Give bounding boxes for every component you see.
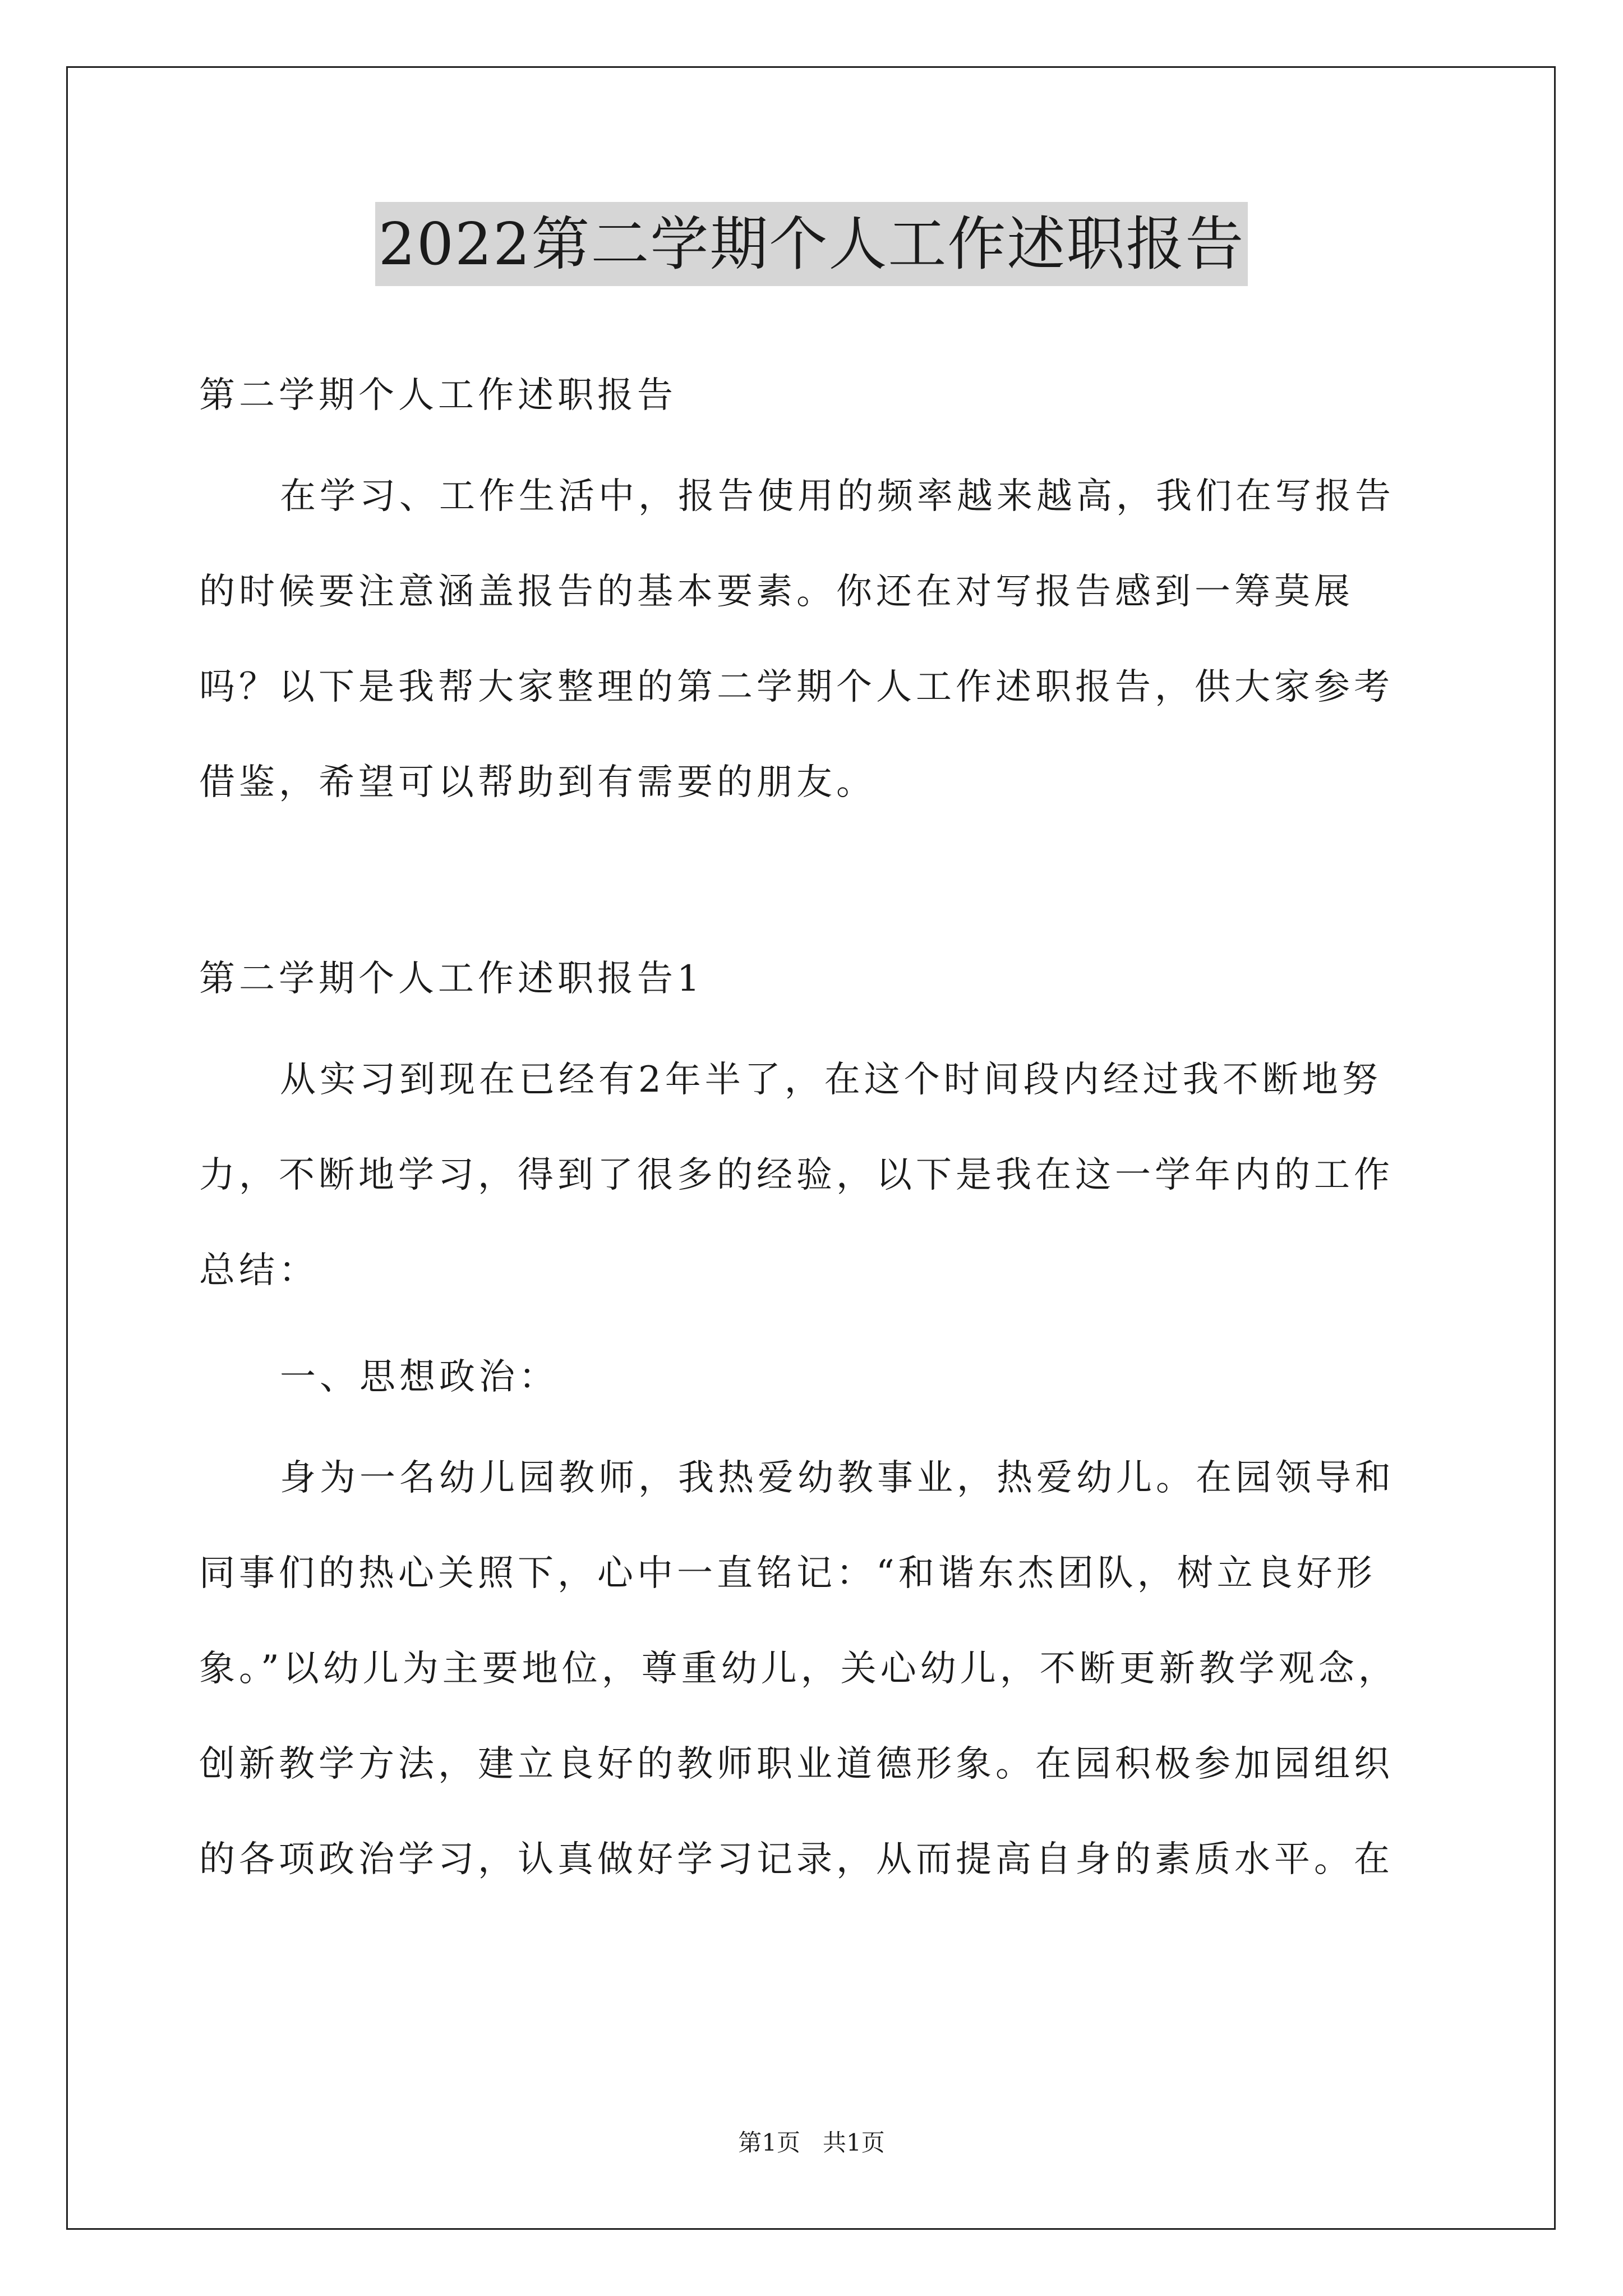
page-number-total: 共1页: [823, 2129, 885, 2156]
report-1-opening-paragraph: 从实习到现在已经有2年半了，在这个时间段内经过我不断地努力，不断地学习，得到了很多的经验，以下是我在这一学年内的工作总结：: [199, 1059, 1394, 1291]
intro-paragraph: 在学习、工作生活中，报告使用的频率越来越高，我们在写报告的时候要注意涵盖报告的基本要素。你还在对写报告感到一筹莫展吗？以下是我帮大家整理的第二学期个人工作述职报告，供大家参考借鉴，希望可以帮助到有需要的朋友。: [199, 476, 1395, 803]
page-footer: [0, 2126, 1623, 2160]
title-container: [0, 202, 1623, 286]
page-number-current: 第1页: [738, 2129, 800, 2156]
subsection-heading-ideology: 一、思想政治：: [280, 1356, 559, 1398]
ideology-paragraph: 身为一名幼儿园教师，我热爱幼教事业，热爱幼儿。在园领导和同事们的热心关照下，心中一直铭记：“和谐东杰团队，树立良好形象。”以幼儿为主要地位，尊重幼儿，关心幼儿，不断更新教学观念，创新教学方法，建立良好的教师职业道德形象。在园积极参加园组织的各项政治学习，认真做好学习记录，从而提高自身的素质水平。在: [199, 1457, 1398, 1880]
subtitle-heading: 第二学期个人工作述职报告: [199, 375, 677, 416]
document-title: 2022第二学期个人工作述职报告: [375, 202, 1248, 286]
section-heading-report-1: 第二学期个人工作述职报告1: [199, 958, 704, 1000]
